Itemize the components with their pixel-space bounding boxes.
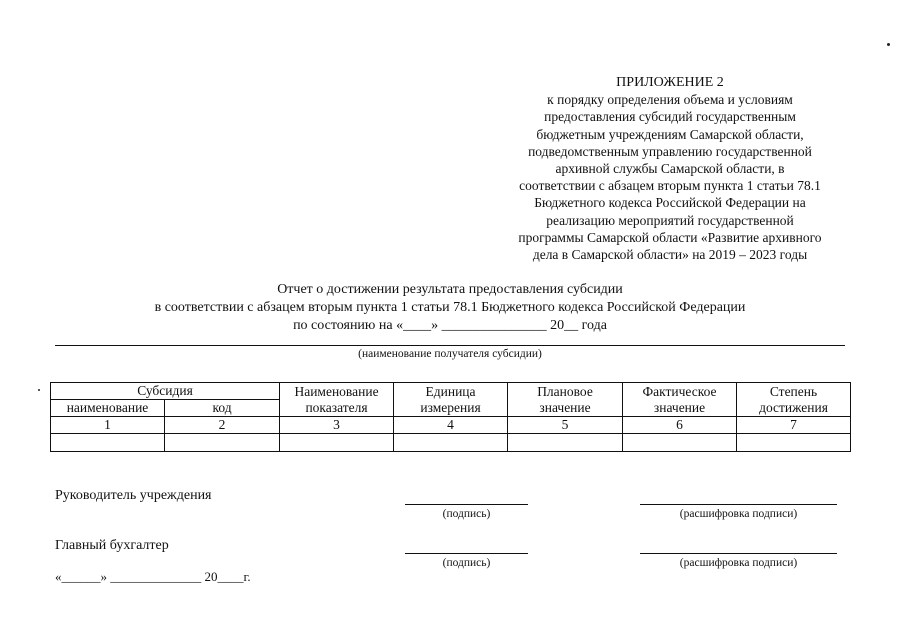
appendix-line: бюджетным учреждениям Самарской области,	[536, 126, 804, 142]
accountant-signature-caption: (подпись)	[442, 557, 491, 569]
appendix-line: подведомственным управлению государственной	[528, 143, 812, 159]
header-subsidy-code: код	[165, 400, 280, 417]
head-decoding-caption: (расшифровка подписи)	[679, 508, 798, 520]
column-number: 6	[623, 417, 737, 434]
table-cell	[508, 434, 623, 452]
indicators-table	[50, 382, 851, 452]
column-number: 4	[394, 417, 508, 434]
appendix-line: Бюджетного кодекса Российской Федерации на	[534, 195, 806, 211]
column-number: 2	[165, 417, 280, 434]
appendix-line: программы Самарской области «Развитие архивного	[518, 229, 822, 245]
scan-speck	[887, 43, 890, 46]
column-number: 5	[508, 417, 623, 434]
accountant-label: Главный бухгалтер	[55, 538, 169, 553]
column-number: 1	[51, 417, 165, 434]
header-subsidy-name: наименование	[51, 400, 165, 417]
header-planned-value: Плановое значение	[508, 383, 623, 417]
appendix-line: реализацию мероприятий государственной	[546, 212, 794, 228]
report-date-line: по состоянию на «____» _______________ 20__ года	[293, 318, 607, 333]
head-signature-caption: (подпись)	[442, 508, 491, 520]
header-unit: Единица измерения	[394, 383, 508, 417]
appendix-line: дела в Самарской области» на 2019 – 2023 годы	[532, 247, 808, 263]
header-actual-value: Фактическое значение	[623, 383, 737, 417]
accountant-decoding-caption: (расшифровка подписи)	[679, 557, 798, 569]
column-number: 3	[280, 417, 394, 434]
head-label: Руководитель учреждения	[55, 488, 212, 503]
recipient-caption: (наименование получателя субсидии)	[358, 348, 542, 360]
appendix-title: ПРИЛОЖЕНИЕ 2	[616, 75, 724, 90]
table-row	[51, 434, 851, 452]
signature-date: «______» ______________ 20____г.	[55, 569, 251, 584]
column-number: 7	[737, 417, 851, 434]
appendix-line: архивной службы Самарской области, в	[555, 161, 785, 177]
accountant-signature-line	[405, 553, 528, 554]
appendix-header	[490, 74, 850, 263]
table-cell	[280, 434, 394, 452]
appendix-line: к порядку определения объема и условиям	[547, 92, 793, 108]
report-title-line1: Отчет о достижении результата предоставления субсидии	[277, 282, 623, 297]
table-cell	[165, 434, 280, 452]
accountant-decoding-line	[640, 553, 837, 554]
header-subsidy: Субсидия	[51, 383, 280, 400]
table-cell	[394, 434, 508, 452]
report-title	[60, 281, 840, 335]
header-achievement: Степень достижения	[737, 383, 851, 417]
appendix-line: соответствии с абзацем вторым пункта 1 статьи 78.1	[519, 178, 821, 194]
head-decoding-line	[640, 504, 837, 505]
table-cell	[51, 434, 165, 452]
header-indicator-name: Наименование показателя	[280, 383, 394, 417]
scan-speck	[38, 389, 40, 391]
report-title-line2: в соответствии с абзацем вторым пункта 1 статьи 78.1 Бюджетного кодекса Российской Федерации	[154, 300, 746, 315]
appendix-line: предоставления субсидий государственным	[544, 109, 796, 125]
table-cell	[737, 434, 851, 452]
table-cell	[623, 434, 737, 452]
head-signature-line	[405, 504, 528, 505]
recipient-name-line	[55, 345, 845, 346]
